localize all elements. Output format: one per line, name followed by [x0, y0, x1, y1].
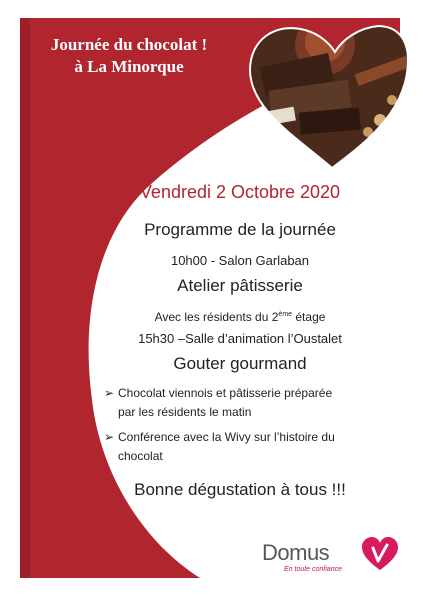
residents-prefix: Avec les résidents du 2: [154, 310, 279, 324]
bullet-1-line-2: par les résidents le matin: [118, 405, 252, 419]
title-line-1: Journée du chocolat !: [50, 35, 208, 54]
domusvi-logo: [262, 536, 402, 580]
event-date: Vendredi 2 Octobre 2020: [139, 182, 341, 202]
bullet-2-line-2: chocolat: [118, 449, 163, 463]
logo-heart-icon: [361, 536, 399, 572]
workshop-heading: Atelier pâtisserie: [177, 276, 303, 295]
logo-name: Domus: [262, 540, 330, 565]
bullet-2-line-1: Conférence avec la Wivy sur l’histoire du: [118, 430, 335, 444]
logo-tagline: En toute confiance: [284, 566, 342, 573]
bullet-item-1: [104, 384, 374, 422]
arrow-bullet-icon: ➢: [104, 430, 115, 444]
poster-title: [14, 34, 244, 78]
closing-line: Bonne dégustation à tous !!!: [134, 480, 346, 499]
residents-suffix: étage: [292, 310, 326, 324]
bullet-item-2: [104, 428, 374, 466]
residents-line: [80, 310, 400, 324]
program-heading: Programme de la journée: [144, 220, 336, 239]
morning-slot: 10h00 - Salon Garlaban: [170, 253, 310, 268]
afternoon-slot: 15h30 –Salle d’animation l’Oustalet: [138, 331, 342, 346]
snack-heading: Gouter gourmand: [173, 354, 307, 373]
title-line-2: à La Minorque: [74, 57, 184, 76]
arrow-bullet-icon: ➢: [104, 386, 115, 400]
bullet-1-line-1: Chocolat viennois et pâtisserie préparée: [118, 386, 333, 400]
residents-sup: ème: [278, 311, 293, 318]
